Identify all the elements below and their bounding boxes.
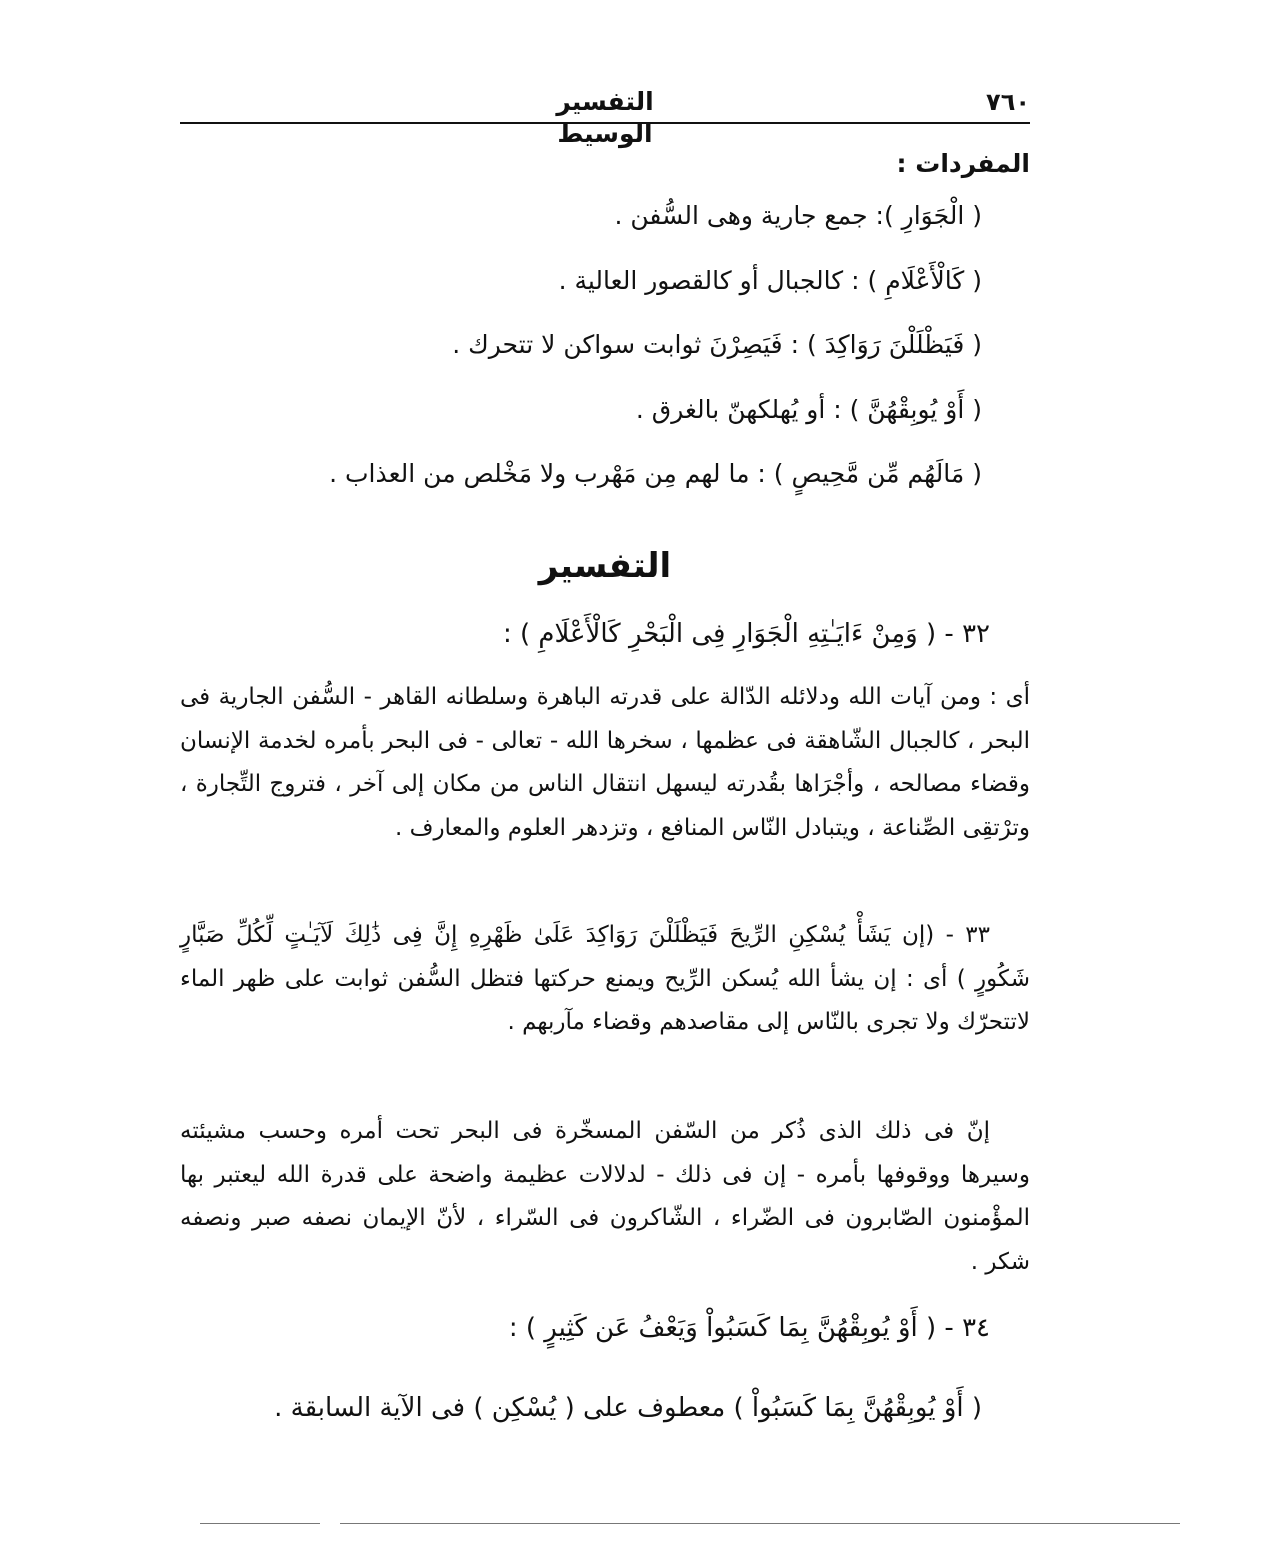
vocabulary-list [282,196,982,519]
book-page [180,0,1030,1560]
verse-34: ٣٤ - ( أَوْ يُوبِقْهُنَّ بِمَا كَسَبُواْ وَيَعْفُ عَن كَثِيرٍ ) : [508,1313,990,1343]
page-header [180,86,1030,148]
vocabulary-item: ( كَالْأَعْلَامِ ) : كالجبال أو كالقصور العالية . [558,265,982,295]
vocabulary-item: ( فَيَظْلَلْنَ رَوَاكِدَ ) : فَيَصِرْنَ ثوابت سواكن لا تتحرك . [452,330,982,359]
vocabulary-item: ( الْجَوَارِ ): جمع جارية وهى السُّفن . [614,201,982,230]
vocabulary-label: المفردات : [896,149,1030,178]
footer-rule-left [200,1523,320,1524]
commentary-paragraph-1: أى : ومن آيات الله ودلائله الدّالة على قدرته الباهرة وسلطانه القاهر - السُّفن الجارية فى البحر ، كالجبال الشّاهقة فى عظمها ، سخرها الله - تعالى - فى البحر بأمره لخدمة الإنسان وقضاء مصالحه ، وأجْرَاها بقُدرته ليسهل انتقال الناس من مكان إلى آخر ، فتروج التِّجارة ، وترْتقِى الصِّناعة ، ويتبادل النّاس المنافع ، وتزدهر العلوم والمعارف . [180,684,1030,841]
footer-rule-right [340,1523,1180,1524]
vocabulary-item: ( مَالَهُم مِّن مَّحِيصٍ ) : ما لهم مِن مَهْرب ولا مَخْلص من العذاب . [329,459,982,488]
tafsir-heading: التفسير [538,546,672,586]
closing-commentary: ( أَوْ يُوبِقْهُنَّ بِمَا كَسَبُواْ ) معطوف على ( يُسْكِن ) فى الآية السابقة . [274,1393,982,1423]
footer-scan-rules [200,1523,1180,1525]
commentary-paragraph-2: ٣٣ - (إن يَشَأْ يُسْكِنِ الرِّيحَ فَيَظْلَلْنَ رَوَاكِدَ عَلَىٰ ظَهْرِهِ إِنَّ فِى ذَٰلِكَ لَآيَـٰتٍ لِّكُلِّ صَبَّارٍ شَكُورٍ ) أى : إن يشأ الله يُسكن الرِّيح ويمنع حركتها فتظل السُّفن ثوابت على ظهر الماء لاتتحرّك ولا تجرى بالنّاس إلى مقاصدهم وقضاء مآربهم . [180,922,1030,1035]
vocabulary-item: ( أَوْ يُوبِقْهُنَّ ) : أو يُهلكهنّ بالغرق . [635,394,982,424]
commentary-paragraph-3: إنّ فى ذلك الذى ذُكر من السّفن المسخّرة فى البحر تحت أمره وحسب مشيئته وسيرها ووقوفها بأمره - إن فى ذلك - لدلالات عظيمة واضحة على قدرة الله ليعتبر بها المؤْمنون الصّابرون فى الضّراء ، الشّاكرون فى السّراء ، لأنّ الإيمان نصفه صبر ونصفه شكر . [180,1118,1030,1275]
header-divider [180,122,1030,124]
verse-32: ٣٢ - ( وَمِنْ ءَايَـٰتِهِ الْجَوَارِ فِى الْبَحْرِ كَالْأَعْلَامِ ) : [503,619,990,649]
page-number: ٧٦٠ [986,88,1030,116]
running-title: التفسير الوسيط [556,87,654,148]
